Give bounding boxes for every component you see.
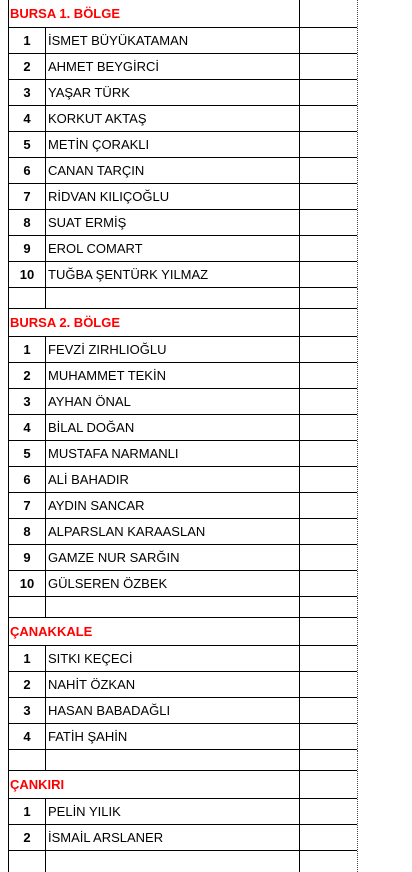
empty-cell[interactable] [300, 184, 358, 209]
empty-cell[interactable] [300, 236, 358, 261]
candidate-name-cell[interactable]: SUAT ERMİŞ [46, 210, 300, 235]
candidate-name-cell[interactable]: CANAN TARÇIN [46, 158, 300, 183]
row-number-cell[interactable]: 1 [9, 646, 46, 671]
row-number-cell[interactable]: 3 [9, 698, 46, 723]
section-header-row[interactable] [8, 0, 357, 28]
candidate-name-cell[interactable]: BİLAL DOĞAN [46, 415, 300, 440]
candidate-name-cell[interactable]: EROL COMART [46, 236, 300, 261]
empty-cell[interactable] [300, 54, 358, 79]
row-number-cell[interactable]: 1 [9, 337, 46, 362]
empty-cell[interactable] [46, 597, 300, 617]
candidate-name-cell[interactable]: ALİ BAHADIR [46, 467, 300, 492]
blank-row[interactable] [8, 750, 357, 771]
row-number-cell[interactable]: 2 [9, 672, 46, 697]
table-row[interactable] [8, 236, 357, 262]
empty-cell[interactable] [300, 646, 358, 671]
table-row[interactable] [8, 571, 357, 597]
section-title[interactable]: BURSA 2. BÖLGE [9, 309, 300, 336]
table-row[interactable] [8, 799, 357, 825]
empty-cell[interactable] [9, 288, 46, 308]
empty-cell[interactable] [300, 441, 358, 466]
candidate-name-cell[interactable]: KORKUT AKTAŞ [46, 106, 300, 131]
empty-cell[interactable] [46, 851, 300, 872]
row-number-cell[interactable]: 6 [9, 158, 46, 183]
empty-cell[interactable] [300, 825, 358, 850]
candidate-name-cell[interactable]: ALPARSLAN KARAASLAN [46, 519, 300, 544]
empty-cell[interactable] [300, 724, 358, 749]
table-row[interactable] [8, 672, 357, 698]
empty-cell[interactable] [300, 262, 358, 287]
empty-cell[interactable] [300, 337, 358, 362]
section-header-row[interactable] [8, 309, 357, 337]
empty-cell[interactable] [9, 851, 46, 872]
candidate-name-cell[interactable]: MUSTAFA NARMANLI [46, 441, 300, 466]
empty-cell[interactable] [9, 597, 46, 617]
row-number-cell[interactable]: 5 [9, 441, 46, 466]
empty-cell[interactable] [300, 493, 358, 518]
empty-cell[interactable] [300, 851, 358, 872]
empty-cell[interactable] [300, 799, 358, 824]
candidate-name-cell[interactable]: FATİH ŞAHİN [46, 724, 300, 749]
candidate-name-cell[interactable]: AYDIN SANCAR [46, 493, 300, 518]
table-row[interactable] [8, 389, 357, 415]
section-title[interactable]: ÇANKIRI [9, 771, 300, 798]
candidate-name-cell[interactable]: GÜLSEREN ÖZBEK [46, 571, 300, 596]
empty-cell[interactable] [300, 389, 358, 414]
empty-cell[interactable] [300, 309, 358, 336]
empty-cell[interactable] [300, 80, 358, 105]
empty-cell[interactable] [300, 545, 358, 570]
candidate-name-cell[interactable]: HASAN BABADAĞLI [46, 698, 300, 723]
row-number-cell[interactable]: 7 [9, 493, 46, 518]
table-row[interactable] [8, 415, 357, 441]
empty-cell[interactable] [300, 158, 358, 183]
empty-cell[interactable] [300, 415, 358, 440]
row-number-cell[interactable]: 8 [9, 519, 46, 544]
empty-cell[interactable] [300, 106, 358, 131]
blank-row[interactable] [8, 288, 357, 309]
candidate-name-cell[interactable]: AYHAN ÖNAL [46, 389, 300, 414]
empty-cell[interactable] [300, 0, 358, 27]
empty-cell[interactable] [300, 519, 358, 544]
candidate-name-cell[interactable]: METİN ÇORAKLI [46, 132, 300, 157]
empty-cell[interactable] [300, 210, 358, 235]
empty-cell[interactable] [300, 571, 358, 596]
empty-cell[interactable] [300, 28, 358, 53]
row-number-cell[interactable]: 5 [9, 132, 46, 157]
row-number-cell[interactable]: 2 [9, 825, 46, 850]
empty-cell[interactable] [300, 597, 358, 617]
table-row[interactable] [8, 698, 357, 724]
table-row[interactable] [8, 262, 357, 288]
table-row[interactable] [8, 158, 357, 184]
row-number-cell[interactable]: 10 [9, 571, 46, 596]
empty-cell[interactable] [46, 750, 300, 770]
empty-cell[interactable] [300, 618, 358, 645]
row-number-cell[interactable]: 2 [9, 54, 46, 79]
table-row[interactable] [8, 363, 357, 389]
empty-cell[interactable] [9, 750, 46, 770]
table-row[interactable] [8, 825, 357, 851]
candidate-name-cell[interactable]: İSMAİL ARSLANER [46, 825, 300, 850]
table-row[interactable] [8, 467, 357, 493]
empty-cell[interactable] [300, 288, 358, 308]
candidate-name-cell[interactable]: RİDVAN KILIÇOĞLU [46, 184, 300, 209]
table-row[interactable] [8, 493, 357, 519]
table-row[interactable] [8, 28, 357, 54]
section-title[interactable]: BURSA 1. BÖLGE [9, 0, 300, 27]
candidate-name-cell[interactable]: İSMET BÜYÜKATAMAN [46, 28, 300, 53]
row-number-cell[interactable]: 1 [9, 799, 46, 824]
row-number-cell[interactable]: 8 [9, 210, 46, 235]
candidate-name-cell[interactable]: NAHİT ÖZKAN [46, 672, 300, 697]
empty-cell[interactable] [300, 750, 358, 770]
candidate-name-cell[interactable]: MUHAMMET TEKİN [46, 363, 300, 388]
table-row[interactable] [8, 210, 357, 236]
spreadsheet-grid [8, 0, 357, 872]
table-row[interactable] [8, 184, 357, 210]
section-header-row[interactable] [8, 618, 357, 646]
row-number-cell[interactable]: 4 [9, 415, 46, 440]
blank-row[interactable] [8, 851, 357, 872]
empty-cell[interactable] [300, 771, 358, 798]
table-row[interactable] [8, 132, 357, 158]
empty-cell[interactable] [300, 672, 358, 697]
row-number-cell[interactable]: 1 [9, 28, 46, 53]
blank-row[interactable] [8, 597, 357, 618]
row-number-cell[interactable]: 9 [9, 236, 46, 261]
table-row[interactable] [8, 106, 357, 132]
candidate-name-cell[interactable]: FEVZİ ZIRHLIOĞLU [46, 337, 300, 362]
candidate-name-cell[interactable]: AHMET BEYGİRCİ [46, 54, 300, 79]
row-number-cell[interactable]: 4 [9, 724, 46, 749]
empty-cell[interactable] [300, 132, 358, 157]
table-row[interactable] [8, 337, 357, 363]
empty-cell[interactable] [300, 698, 358, 723]
empty-cell[interactable] [300, 467, 358, 492]
table-row[interactable] [8, 646, 357, 672]
row-number-cell[interactable]: 2 [9, 363, 46, 388]
empty-cell[interactable] [300, 363, 358, 388]
table-row[interactable] [8, 441, 357, 467]
table-row[interactable] [8, 545, 357, 571]
row-number-cell[interactable]: 3 [9, 389, 46, 414]
row-number-cell[interactable]: 9 [9, 545, 46, 570]
candidate-name-cell[interactable]: SITKI KEÇECİ [46, 646, 300, 671]
section-header-row[interactable] [8, 771, 357, 799]
table-row[interactable] [8, 80, 357, 106]
table-row[interactable] [8, 724, 357, 750]
candidate-name-cell[interactable]: TUĞBA ŞENTÜRK YILMAZ [46, 262, 300, 287]
row-number-cell[interactable]: 10 [9, 262, 46, 287]
row-number-cell[interactable]: 3 [9, 80, 46, 105]
candidate-name-cell[interactable]: YAŞAR TÜRK [46, 80, 300, 105]
table-row[interactable] [8, 54, 357, 80]
empty-cell[interactable] [46, 288, 300, 308]
row-number-cell[interactable]: 7 [9, 184, 46, 209]
candidate-name-cell[interactable]: GAMZE NUR SARĞIN [46, 545, 300, 570]
section-title[interactable]: ÇANAKKALE [9, 618, 300, 645]
row-number-cell[interactable]: 4 [9, 106, 46, 131]
row-number-cell[interactable]: 6 [9, 467, 46, 492]
table-row[interactable] [8, 519, 357, 545]
candidate-name-cell[interactable]: PELİN YILIK [46, 799, 300, 824]
